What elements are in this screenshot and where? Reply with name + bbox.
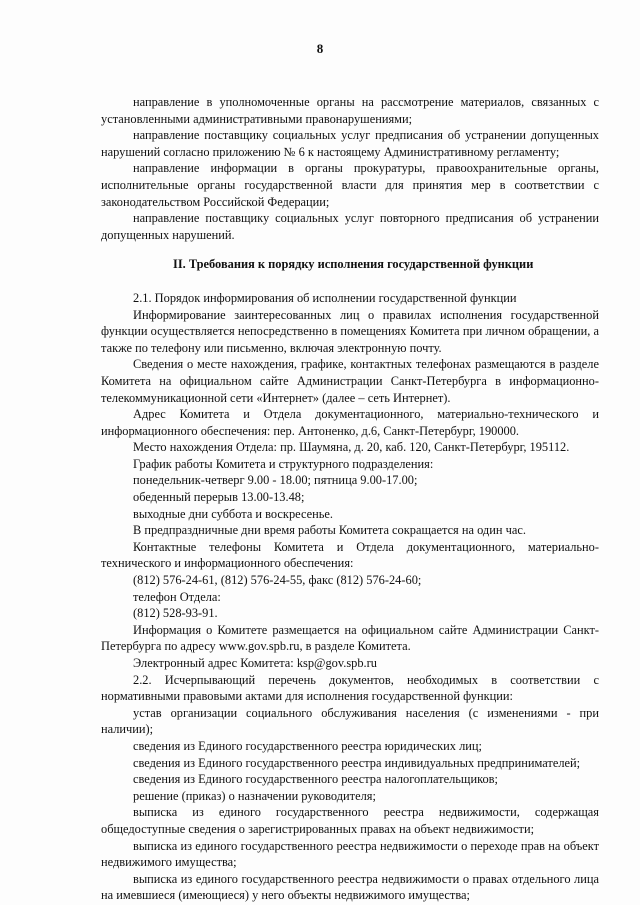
page-number: 8 xyxy=(316,41,324,56)
paragraph: понедельник-четверг 9.00 - 18.00; пятница 9.00-17.00; xyxy=(133,473,418,488)
paragraph: Адрес Комитета и Отдела документационного, материально-технического и информационного обеспечения: пер. Антоненко, д.6, Санкт-Петербург, 190000. xyxy=(101,407,599,438)
paragraph: В предпраздничные дни время работы Комитета сокращается на один час. xyxy=(133,523,526,538)
paragraph: Контактные телефоны Комитета и Отдела документационного, материально-технического и информационного обеспечения: xyxy=(101,539,599,571)
paragraph: выписка из единого государственного реестра недвижимости о правах отдельного лица на имевшиеся (имеющиеся) у него объекты недвижимого имущества; xyxy=(101,871,599,903)
paragraph: График работы Комитета и структурного подразделения: xyxy=(133,456,434,471)
paragraph: устав организации социального обслуживания населения (с изменениями - при наличии); xyxy=(101,705,599,737)
paragraph: направление в уполномоченные органы на рассмотрение материалов, связанных с установленными административными правонарушениями; xyxy=(101,95,599,126)
paragraph: обеденный перерыв 13.00-13.48; xyxy=(133,490,305,505)
paragraph: (812) 576-24-61, (812) 576-24-55, факс (812) 576-24-60; xyxy=(133,573,422,588)
paragraph: сведения из Единого государственного реестра индивидуальных предпринимателей; xyxy=(133,755,581,770)
paragraph: сведения из Единого государственного реестра юридических лиц; xyxy=(133,738,482,753)
paragraph: выписка из единого государственного реестра недвижимости, содержащая общедоступные сведения о зарегистрированных правах на объект недвижимости; xyxy=(101,805,599,836)
paragraph: сведения из Единого государственного реестра налогоплательщиков; xyxy=(133,772,498,787)
paragraph: 2.1. Порядок информирования об исполнении государственной функции xyxy=(133,290,517,305)
paragraph: Информация о Комитете размещается на официальном сайте Администрации Санкт-Петербурга по адресу www.gov.spb.ru, в разделе Комитета. xyxy=(101,622,599,654)
paragraph: решение (приказ) о назначении руководителя; xyxy=(133,788,376,803)
paragraph: направление поставщику социальных услуг повторного предписания об устранении допущенных нарушений. xyxy=(101,211,599,242)
paragraph: направление информации в органы прокуратуры, правоохранительные органы, исполнительные органы государственной власти для принятия мер в соответствии с законодательством Российской Федерации; xyxy=(101,161,599,209)
paragraph: Место нахождения Отдела: пр. Шаумяна, д. 20, каб. 120, Санкт-Петербург, 195112. xyxy=(133,440,570,455)
document-body xyxy=(101,94,599,904)
section-heading: II. Требования к порядку исполнения государственной функции xyxy=(173,257,534,272)
paragraph: направление поставщику социальных услуг предписания об устранении допущенных нарушений согласно приложению № 6 к настоящему Административному регламенту; xyxy=(101,128,599,159)
paragraph: выходные дни суббота и воскресенье. xyxy=(133,506,333,521)
paragraph: Электронный адрес Комитета: ksp@gov.spb.ru xyxy=(133,656,377,670)
paragraph: 2.2. Исчерпывающий перечень документов, необходимых в соответствии с нормативными правовыми актами для исполнения государственной функции: xyxy=(101,672,599,704)
paragraph: телефон Отдела: xyxy=(133,589,221,604)
paragraph: Сведения о месте нахождения, графике, контактных телефонах размещаются в разделе Комитета на официальном сайте Администрации Санкт-Петербурга в информационно-телекоммуникационной сети «Интернет» (далее – сеть Интернет). xyxy=(101,357,599,405)
paragraph: Информирование заинтересованных лиц о правилах исполнения государственной функции осуществляется непосредственно в помещениях Комитета при личном обращении, а также по телефону или письменно, включая электронную почту. xyxy=(101,307,599,355)
paragraph: выписка из единого государственного реестра недвижимости о переходе прав на объект недвижимого имущества; xyxy=(101,838,599,870)
paragraph: (812) 528-93-91. xyxy=(133,606,218,621)
